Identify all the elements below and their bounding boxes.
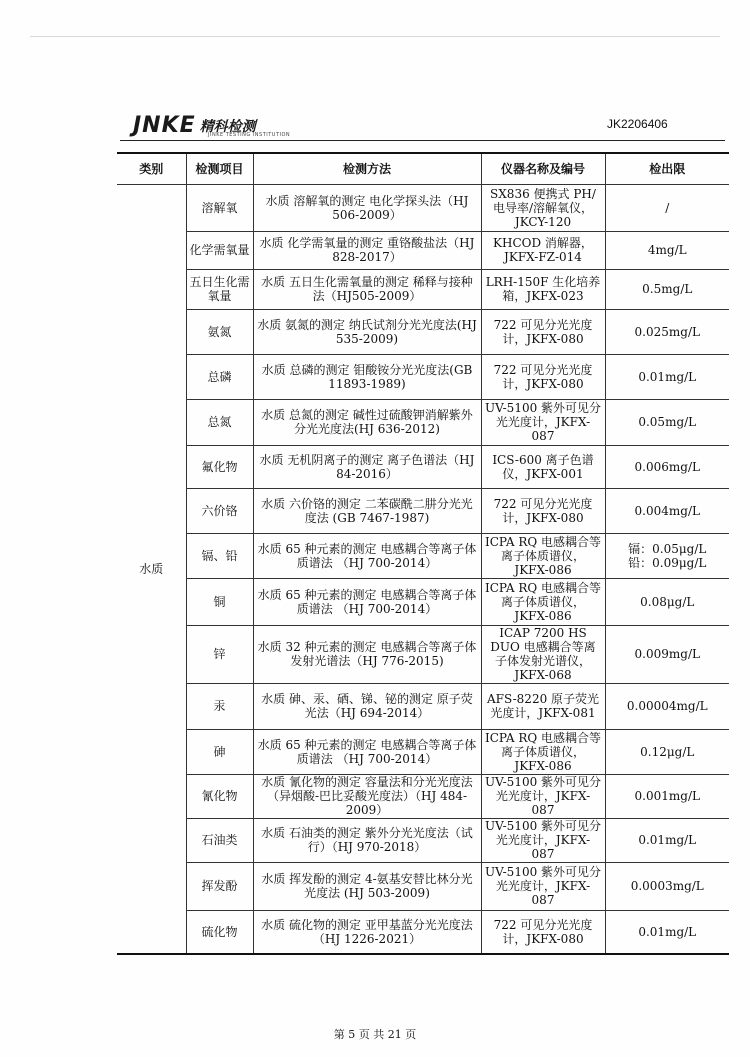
limit-cell: 0.0003mg/L [605, 862, 729, 910]
instrument-cell: 722 可见分光光度计，JKFX-080 [481, 309, 605, 354]
logo-chinese-name: 精科检测 [199, 118, 256, 135]
limit-cell: 0.004mg/L [605, 488, 729, 533]
method-cell: 水质 五日生化需氧量的测定 稀释与接种法（HJ505-2009） [253, 269, 481, 309]
table-row [117, 184, 729, 231]
table-row [117, 818, 729, 862]
col-header-instrument: 仪器名称及编号 [481, 153, 605, 184]
item-cell: 化学需氧量 [186, 231, 253, 269]
method-cell: 水质 挥发酚的测定 4-氨基安替比林分光光度法 (HJ 503-2009) [253, 862, 481, 910]
method-cell: 水质 氨氮的测定 纳氏试剂分光光度法(HJ 535-2009) [253, 309, 481, 354]
method-cell: 水质 六价铬的测定 二苯碳酰二肼分光光度法 (GB 7467-1987) [253, 488, 481, 533]
instrument-cell: ICPA RQ 电感耦合等离子体质谱仪，JKFX-086 [481, 729, 605, 774]
top-rule [30, 36, 720, 37]
limit-cell: 0.00004mg/L [605, 683, 729, 729]
table-row [117, 729, 729, 774]
item-cell: 硫化物 [186, 910, 253, 954]
instrument-cell: LRH-150F 生化培养箱，JKFX-023 [481, 269, 605, 309]
instrument-cell: UV-5100 紫外可见分光光度计，JKFX-087 [481, 818, 605, 862]
limit-cell: 4mg/L [605, 231, 729, 269]
item-cell: 石油类 [186, 818, 253, 862]
col-header-method: 检测方法 [253, 153, 481, 184]
instrument-cell: 722 可见分光光度计，JKFX-080 [481, 488, 605, 533]
table-row [117, 578, 729, 625]
table-header-row [117, 153, 729, 184]
limit-cell: 0.08μg/L [605, 578, 729, 625]
table-row [117, 231, 729, 269]
item-cell: 五日生化需氧量 [186, 269, 253, 309]
instrument-cell: KHCOD 消解器，JKFX-FZ-014 [481, 231, 605, 269]
method-cell: 水质 砷、汞、硒、锑、铋的测定 原子荧光法（HJ 694-2014） [253, 683, 481, 729]
item-cell: 总氮 [186, 399, 253, 445]
method-cell: 水质 65 种元素的测定 电感耦合等离子体质谱法 （HJ 700-2014） [253, 578, 481, 625]
table-row [117, 774, 729, 818]
item-cell: 挥发酚 [186, 862, 253, 910]
limit-cell: 0.05mg/L [605, 399, 729, 445]
method-cell: 水质 氰化物的测定 容量法和分光光度法（异烟酸-巴比妥酸光度法）（HJ 484-2009） [253, 774, 481, 818]
item-cell: 溶解氧 [186, 184, 253, 231]
instrument-cell: ICPA RQ 电感耦合等离子体质谱仪，JKFX-086 [481, 578, 605, 625]
header-rule [120, 140, 725, 141]
item-cell: 镉、铅 [186, 533, 253, 578]
table-row [117, 910, 729, 954]
instrument-cell: AFS-8220 原子荧光光度计，JKFX-081 [481, 683, 605, 729]
item-cell: 锌 [186, 625, 253, 683]
instrument-cell: UV-5100 紫外可见分光光度计，JKFX-087 [481, 399, 605, 445]
method-cell: 水质 硫化物的测定 亚甲基蓝分光光度法（HJ 1226-2021） [253, 910, 481, 954]
method-cell: 水质 65 种元素的测定 电感耦合等离子体质谱法 （HJ 700-2014） [253, 729, 481, 774]
limit-cell: 镉：0.05μg/L 铅：0.09μg/L [605, 533, 729, 578]
item-cell: 汞 [186, 683, 253, 729]
table-row [117, 488, 729, 533]
limit-cell: 0.12μg/L [605, 729, 729, 774]
method-cell: 水质 总磷的测定 钼酸铵分光光度法(GB 11893-1989) [253, 354, 481, 399]
col-header-category: 类别 [117, 153, 186, 184]
logo-wordmark: JNKE [133, 113, 196, 138]
instrument-cell: SX836 便携式 PH/电导率/溶解氧仪，JKCY-120 [481, 184, 605, 231]
limit-cell: 0.025mg/L [605, 309, 729, 354]
limit-cell: 0.001mg/L [605, 774, 729, 818]
limit-cell: 0.01mg/L [605, 910, 729, 954]
table-row [117, 683, 729, 729]
limit-cell: 0.009mg/L [605, 625, 729, 683]
table-row [117, 862, 729, 910]
limit-cell: 0.006mg/L [605, 445, 729, 488]
col-header-item: 检测项目 [186, 153, 253, 184]
table-row [117, 309, 729, 354]
limit-cell: 0.01mg/L [605, 354, 729, 399]
item-cell: 铜 [186, 578, 253, 625]
instrument-cell: ICS-600 离子色谱仪，JKFX-001 [481, 445, 605, 488]
table-row [117, 533, 729, 578]
table-row [117, 445, 729, 488]
table-row [117, 354, 729, 399]
item-cell: 砷 [186, 729, 253, 774]
method-cell: 水质 32 种元素的测定 电感耦合等离子体发射光谱法（HJ 776-2015) [253, 625, 481, 683]
test-methods-table [117, 152, 729, 955]
method-cell: 水质 溶解氧的测定 电化学探头法（HJ 506-2009） [253, 184, 481, 231]
instrument-cell: 722 可见分光光度计，JKFX-080 [481, 354, 605, 399]
document-number: JK2206406 [607, 117, 668, 131]
instrument-cell: UV-5100 紫外可见分光光度计，JKFX-087 [481, 862, 605, 910]
page-number: 第 5 页 共 21 页 [333, 1028, 417, 1041]
logo-subtitle: JINKE TESTING INSTITUTION [208, 132, 291, 138]
table-row [117, 399, 729, 445]
limit-cell: 0.01mg/L [605, 818, 729, 862]
category-cell: 水质 [117, 184, 186, 954]
item-cell: 总磷 [186, 354, 253, 399]
instrument-cell: ICAP 7200 HS DUO 电感耦合等离子体发射光谱仪，JKFX-068 [481, 625, 605, 683]
instrument-cell: 722 可见分光光度计，JKFX-080 [481, 910, 605, 954]
instrument-cell: ICPA RQ 电感耦合等离子体质谱仪，JKFX-086 [481, 533, 605, 578]
table-row [117, 269, 729, 309]
method-cell: 水质 65 种元素的测定 电感耦合等离子体质谱法 （HJ 700-2014） [253, 533, 481, 578]
table-row [117, 625, 729, 683]
item-cell: 氨氮 [186, 309, 253, 354]
method-cell: 水质 总氮的测定 碱性过硫酸钾消解紫外分光光度法(HJ 636-2012) [253, 399, 481, 445]
method-cell: 水质 化学需氧量的测定 重铬酸盐法（HJ 828-2017） [253, 231, 481, 269]
col-header-limit: 检出限 [605, 153, 729, 184]
item-cell: 六价铬 [186, 488, 253, 533]
instrument-cell: UV-5100 紫外可见分光光度计，JKFX-087 [481, 774, 605, 818]
method-cell: 水质 无机阴离子的测定 离子色谱法（HJ 84-2016） [253, 445, 481, 488]
method-cell: 水质 石油类的测定 紫外分光光度法（试行）（HJ 970-2018） [253, 818, 481, 862]
item-cell: 氰化物 [186, 774, 253, 818]
item-cell: 氟化物 [186, 445, 253, 488]
limit-cell: 0.5mg/L [605, 269, 729, 309]
limit-cell: / [605, 184, 729, 231]
